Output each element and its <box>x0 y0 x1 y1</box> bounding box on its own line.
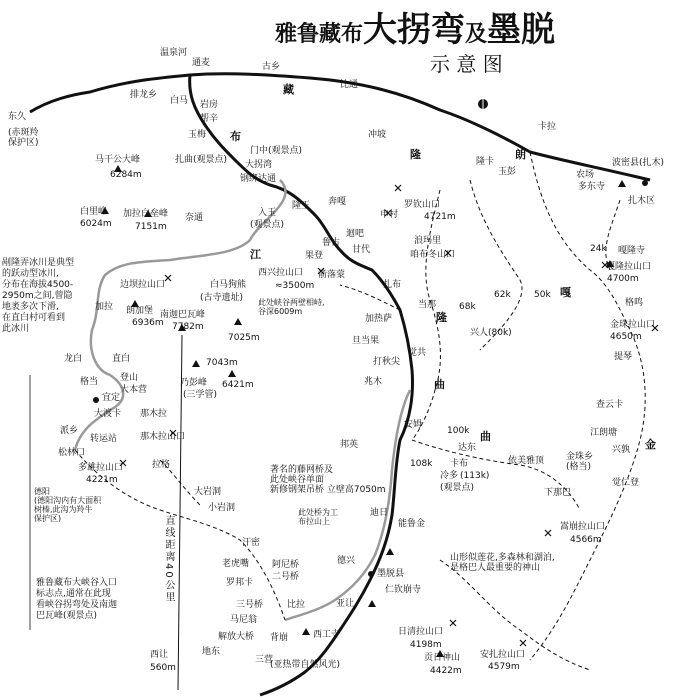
place-label: 安扎拉山口 <box>480 650 526 660</box>
place-label: 古乡 <box>262 62 281 72</box>
place-label: 派乡 <box>60 426 79 436</box>
place-label: 大本营 <box>120 385 148 395</box>
place-label: 鲁古 <box>322 238 341 248</box>
river-label: 金 <box>645 438 656 451</box>
place-label: 直白 <box>112 354 131 364</box>
place-label: 朗加堡 <box>126 306 154 316</box>
place-label: 罗钦山口 <box>404 200 441 210</box>
place-label: 4700m <box>607 274 639 284</box>
place-label: 西工寺 <box>313 630 341 640</box>
place-label: 6936m <box>132 318 164 328</box>
place-label: 松林口 <box>58 448 86 458</box>
peak-icon <box>234 318 242 325</box>
place-label: 大岩洞 <box>194 487 222 497</box>
place-label: 德阳 (德阳沟内有大面积 树榛,此沟为羚牛 保护区) <box>34 487 102 523</box>
river-label: 曲 <box>480 430 491 443</box>
place-label: 阿尼桥 <box>272 560 300 570</box>
place-label: 560m <box>150 663 176 673</box>
place-label: 帮辛 <box>200 114 219 124</box>
place-label: 4566m <box>570 535 602 545</box>
place-label: 西兴拉山口 <box>258 268 304 278</box>
place-label: 格当 <box>80 377 99 387</box>
place-label: 6024m <box>80 219 112 229</box>
place-label: 加拉白垒峰 <box>123 209 169 219</box>
place-label: 嘎隆寺 <box>618 246 646 256</box>
river-label: 嘎 <box>560 286 571 299</box>
place-label: 4221m <box>86 475 118 485</box>
river-label: 隆 <box>436 311 447 324</box>
place-label: 此处桥为工 布拉山上 <box>298 508 338 526</box>
peak-icon <box>618 180 626 187</box>
place-label: 下那巴 <box>544 488 572 498</box>
place-label: 隆卡 <box>476 157 495 167</box>
place-label: 小岩洞 <box>208 503 236 513</box>
title-part2: 大拐弯 <box>363 10 466 50</box>
place-label: 扎木区 <box>628 196 656 206</box>
straight-distance-label: 直线距离40公里 <box>163 515 174 604</box>
place-label: 能鲁金 <box>398 519 426 529</box>
place-label: (观景点) <box>440 483 475 493</box>
place-label: 打秋尖 <box>373 357 401 367</box>
place-label: 龙白 <box>64 354 83 364</box>
place-label: 嘎隆拉山口 <box>606 262 652 272</box>
place-label: 汗密 <box>242 538 261 548</box>
place-label: 卡布 <box>450 459 469 469</box>
place-label: 卡拉 <box>538 122 557 132</box>
place-label: (观景点) <box>250 220 285 230</box>
river-label: 曲 <box>434 378 445 391</box>
place-label: 入玉 <box>258 208 277 218</box>
place-label: 兴人(80k) <box>470 328 512 338</box>
place-label: 4650m <box>610 332 642 342</box>
place-label: 觉共 <box>408 348 427 358</box>
place-label: 排龙乡 <box>130 90 158 100</box>
place-label: 马尼翁 <box>230 615 258 625</box>
place-label: 农场 <box>576 170 595 180</box>
place-label: 仁钦崩寺 <box>385 585 422 595</box>
place-label: 7025m <box>228 333 260 343</box>
place-label: 亚让 <box>336 599 355 609</box>
place-label: 箭落蒙 <box>318 270 346 280</box>
place-label: 大渡卡 <box>94 409 122 419</box>
place-label: 50k <box>534 290 551 300</box>
place-label: 咱布冬山口 <box>410 250 456 260</box>
place-label: 4721m <box>424 212 456 222</box>
glacier-note: 剐隆弄冰川是典型 的跃动型冰川, 分布在海拔4500- 2950m之间,曾隐 地袤多次下滑, 在直白村可看到 此冰川 <box>2 258 75 334</box>
place-label: 山形似莲花,多森林和湖泊, 是格巴人最重要的神山 <box>450 553 555 573</box>
place-label: 二号桥 <box>272 572 300 582</box>
place-label: 格鸣 <box>625 298 644 308</box>
place-label: 江朗塘 <box>590 428 618 438</box>
place-label: 果登 <box>305 251 324 261</box>
river-label: 江 <box>250 248 261 261</box>
place-label: 老虎嘴 <box>222 559 250 569</box>
place-label: 7151m <box>135 222 167 232</box>
place-label: 那木拉山口 <box>140 432 186 442</box>
place-label: 申村 <box>380 210 399 220</box>
peak-icon <box>386 548 394 555</box>
place-label: 达通 <box>258 174 277 184</box>
place-label: 奔嘎 <box>328 197 347 207</box>
place-label: 地东 <box>202 647 221 657</box>
place-label: 背崩 <box>270 633 289 643</box>
title-part3: 及 <box>465 21 488 47</box>
place-label: 转运站 <box>90 434 118 444</box>
place-label: 迪日 <box>370 508 389 518</box>
place-label: 觉仁登 <box>612 478 640 488</box>
peak-icon <box>192 360 200 367</box>
title-part4: 墨脱 <box>487 10 556 50</box>
place-label: 62k <box>494 290 511 300</box>
river-label: 藏 <box>283 83 294 96</box>
place-label: 边坝拉山口 <box>120 280 166 290</box>
place-label: 4579m <box>488 662 520 672</box>
place-label: 达东 <box>458 443 477 453</box>
place-label: 扎曲(观景点) <box>175 155 228 165</box>
place-label: 玉彭 <box>498 167 517 177</box>
place-label: 比拉 <box>287 600 306 610</box>
place-label: 隆玉 <box>292 201 311 211</box>
place-label: 岩房 <box>200 100 219 110</box>
place-label: 甘代 <box>352 245 371 255</box>
place-label: 金珠乡 (格当) <box>566 452 594 472</box>
place-label: 依美雅顶 <box>508 456 545 466</box>
place-label: ≈3500m <box>275 281 315 291</box>
place-label: 加热萨 <box>365 314 393 324</box>
place-label: 德兴 <box>337 556 356 566</box>
place-label: 日清拉山口 <box>398 627 444 637</box>
river-label: 隆 <box>410 148 421 161</box>
place-label: 波密县(扎木) <box>612 158 665 168</box>
place-label: 罗邦卡 <box>226 578 254 588</box>
place-label: 兆木 <box>364 377 383 387</box>
place-label: 钢绑 <box>240 174 259 184</box>
place-label: 宜定 <box>102 393 121 403</box>
peak-icon <box>368 600 376 607</box>
place-label: 通麦 <box>192 58 211 68</box>
place-label: 安姆 <box>404 420 423 430</box>
place-label: (亚热带自然风光) <box>270 660 341 670</box>
place-label: 邦英 <box>340 440 359 450</box>
place-label: 迴吧 <box>346 229 365 239</box>
place-label: 108k <box>410 459 433 469</box>
place-label: 多东寺 <box>578 182 606 192</box>
place-label: 此处峡谷两壁相峙, 谷深6009m <box>258 298 325 316</box>
place-label: 马干公大峰 <box>95 155 141 165</box>
peak-icon <box>302 628 310 635</box>
place-label: 白马狗熊 <box>210 280 247 290</box>
place-label: 7782m <box>172 322 204 332</box>
place-label: 玉梅 <box>188 130 207 140</box>
place-label: 三号桥 <box>236 600 264 610</box>
straight-distance-line <box>178 335 182 690</box>
place-label: 6421m <box>222 380 254 390</box>
map-title <box>275 2 555 51</box>
place-label: 拉格 <box>152 460 171 470</box>
place-label: 提琴 <box>614 352 633 362</box>
place-label: 4198m <box>410 640 442 650</box>
place-label: 比通 <box>340 80 359 90</box>
title-part1: 雅鲁藏布 <box>275 21 364 47</box>
place-label: 大拐湾 <box>245 160 273 170</box>
place-label: 贡日神山 <box>424 653 461 663</box>
place-label: 西让 <box>150 650 169 660</box>
place-label: 东久 <box>8 112 27 122</box>
place-label: 嵩崩拉山口 <box>560 522 606 532</box>
place-label: (赤斑羚 保护区) <box>8 128 39 148</box>
place-label: 兴孰 <box>612 445 631 455</box>
place-label: 那木拉 <box>140 409 168 419</box>
canyon-entry-note: 雅鲁藏布大峡谷入口 标志点,通常在此现 看峡谷拐弯处及南迦 巴瓦峰(观景点) <box>36 578 118 621</box>
peak-icon <box>228 370 236 377</box>
place-label: 登山 <box>120 373 139 383</box>
place-label: 7043m <box>206 358 238 368</box>
place-label: (古寺遗址) <box>200 293 244 303</box>
place-label: 6284m <box>110 170 142 180</box>
river-label: 朗 <box>515 148 526 161</box>
place-label: 解放大桥 <box>218 632 255 642</box>
place-label: 冲坡 <box>368 130 387 140</box>
place-label: 100k <box>447 426 470 436</box>
place-label: 金珠拉山口 <box>610 320 656 330</box>
place-label: 查云卡 <box>596 400 624 410</box>
place-label: 冷多 <box>440 471 459 481</box>
place-label: 墨脱县 <box>377 569 405 579</box>
place-label: (113k) <box>460 471 490 481</box>
place-label: 门中(观景点) <box>250 146 303 156</box>
place-label: 三营 <box>255 655 274 665</box>
place-label: 4422m <box>430 666 462 676</box>
place-label: 扎布 <box>383 280 402 290</box>
place-label: 加拉 <box>95 302 114 312</box>
place-label: 温泉河 <box>160 48 188 58</box>
place-label: (三学管) <box>183 390 218 400</box>
place-label: 乃彭峰 <box>180 378 208 388</box>
place-label: 24k <box>590 244 607 254</box>
place-label: 当那 <box>418 300 437 310</box>
place-label: 68k <box>459 302 476 312</box>
place-label: 多雄拉山口 <box>78 463 124 473</box>
place-label: 旦当果 <box>352 336 380 346</box>
place-label: 白里峰 <box>80 207 108 217</box>
place-label: 南迦巴瓦峰 <box>160 310 206 320</box>
north-arrow-icon <box>478 99 488 112</box>
place-label: 白马 <box>170 96 189 106</box>
place-label: 浪玛里 <box>414 236 442 246</box>
place-label: 著名的藤网桥及 此处峡谷单面 新修钢架吊桥 立壁高7050m <box>270 465 386 495</box>
map-subtitle: 示 意 图 <box>430 52 503 76</box>
river-label: 布 <box>230 130 241 143</box>
place-label: 奈通 <box>185 213 204 223</box>
